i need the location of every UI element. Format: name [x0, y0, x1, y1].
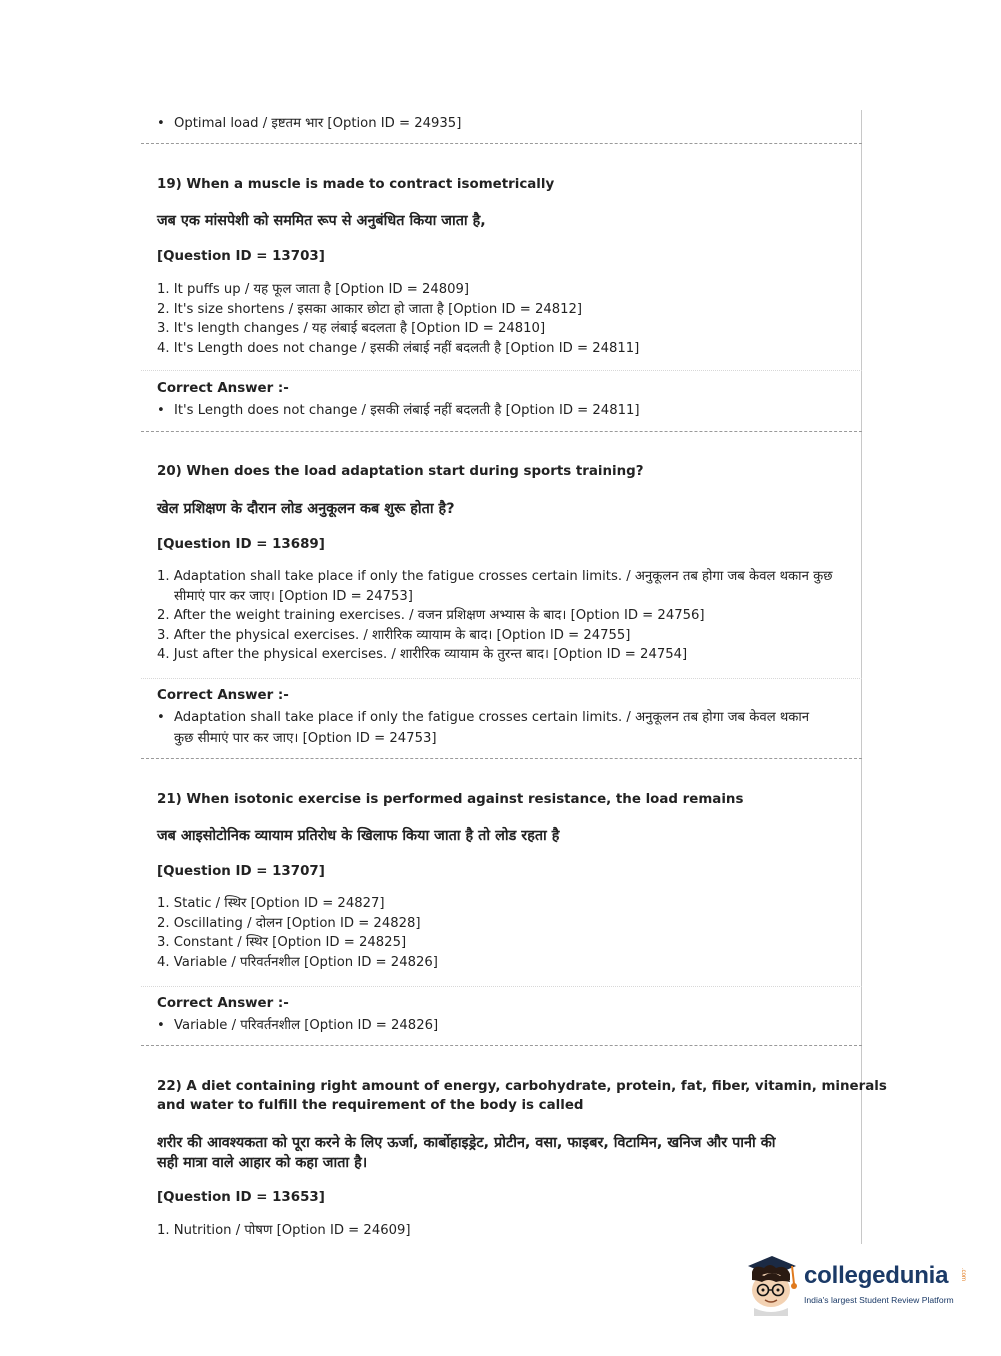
question-id: [Question ID = 13653]	[157, 1190, 325, 1205]
option-item: 2. After the weight training exercises. / वजन प्रशिक्षण अभ्यास के बाद। [Option ID = 24756]	[157, 608, 705, 623]
correct-answer-text: It's Length does not change / इसकी लंबाई नहीं बदलती है [Option ID = 24811]	[174, 403, 640, 418]
correct-answer-text: Adaptation shall take place if only the fatigue crosses certain limits. / अनुकूलन तब होगा जब केवल थकान	[174, 710, 810, 725]
top-option-text: Optimal load / इष्टतम भार [Option ID = 24935]	[174, 116, 462, 131]
question-divider	[141, 431, 862, 432]
correct-answer-text-continued: कुछ सीमाएं पार कर जाए। [Option ID = 24753]	[174, 731, 437, 746]
option-item: 1. Adaptation shall take place if only the fatigue crosses certain limits. / अनुकूलन तब होगा जब केवल थकान कुछ	[157, 569, 833, 584]
question-title: 21) When isotonic exercise is performed against resistance, the load remains	[157, 792, 744, 807]
option-item: 4. Variable / परिवर्तनशील [Option ID = 24826]	[157, 955, 438, 970]
answer-divider	[141, 678, 862, 679]
option-item: 1. It puffs up / यह फूल जाता है [Option ID = 24809]	[157, 282, 470, 297]
question-title: 19) When a muscle is made to contract isometrically	[157, 177, 555, 192]
option-item: 3. It's length changes / यह लंबाई बदलता है [Option ID = 24810]	[157, 321, 546, 336]
question-hindi-continued: सही मात्रा वाले आहार को कहा जाता है।	[157, 1155, 368, 1171]
correct-answer-label: Correct Answer :-	[157, 381, 289, 396]
correct-answer-text: Variable / परिवर्तनशील [Option ID = 24826]	[174, 1018, 439, 1033]
answer-divider	[141, 986, 862, 987]
correct-answer-label: Correct Answer :-	[157, 996, 289, 1011]
question-id: [Question ID = 13707]	[157, 864, 325, 879]
logo-domain: .com	[960, 1268, 966, 1282]
question-divider	[141, 1045, 862, 1046]
question-title: 22) A diet containing right amount of energy, carbohydrate, protein, fat, fiber, vitamin, minerals	[157, 1079, 887, 1094]
question-title-continued: and water to fulfill the requirement of the body is called	[157, 1098, 584, 1113]
question-hindi: खेल प्रशिक्षण के दौरान लोड अनुकूलन कब शुरू होता है?	[157, 501, 455, 517]
option-item: 2. Oscillating / दोलन [Option ID = 24828]	[157, 916, 421, 931]
question-id: [Question ID = 13689]	[157, 537, 325, 552]
collegedunia-logo[interactable]	[742, 1250, 972, 1320]
mascot-icon	[742, 1250, 802, 1316]
question-title: 20) When does the load adaptation start during sports training?	[157, 464, 644, 479]
option-item: 4. Just after the physical exercises. / शारीरिक व्यायाम के तुरन्त बाद। [Option ID = 24754]	[157, 647, 688, 662]
answer-divider	[141, 370, 862, 371]
option-item-continued: सीमाएं पार कर जाए। [Option ID = 24753]	[174, 589, 413, 604]
question-id: [Question ID = 13703]	[157, 249, 325, 264]
question-divider	[141, 143, 862, 144]
option-item: 3. After the physical exercises. / शारीरिक व्यायाम के बाद। [Option ID = 24755]	[157, 628, 631, 643]
logo-wordmark: collegedunia	[804, 1262, 949, 1289]
question-hindi: शरीर की आवश्यकता को पूरा करने के लिए ऊर्जा, कार्बोहाइड्रेट, प्रोटीन, वसा, फाइबर, विटामिन, खनिज और पानी की	[157, 1135, 776, 1151]
question-hindi: जब आइसोटोनिक व्यायाम प्रतिरोध के खिलाफ किया जाता है तो लोड रहता है	[157, 828, 560, 844]
option-item: 1. Static / स्थिर [Option ID = 24827]	[157, 896, 385, 911]
option-item: 2. It's size shortens / इसका आकार छोटा हो जाता है [Option ID = 24812]	[157, 302, 583, 317]
correct-answer-label: Correct Answer :-	[157, 688, 289, 703]
option-item: 4. It's Length does not change / इसकी लंबाई नहीं बदलती है [Option ID = 24811]	[157, 341, 640, 356]
question-hindi: जब एक मांसपेशी को सममित रूप से अनुबंधित किया जाता है,	[157, 213, 486, 229]
logo-tagline: India's largest Student Review Platform	[804, 1295, 954, 1305]
option-item: 3. Constant / स्थिर [Option ID = 24825]	[157, 935, 407, 950]
question-divider	[141, 758, 862, 759]
option-item: 1. Nutrition / पोषण [Option ID = 24609]	[157, 1223, 411, 1238]
